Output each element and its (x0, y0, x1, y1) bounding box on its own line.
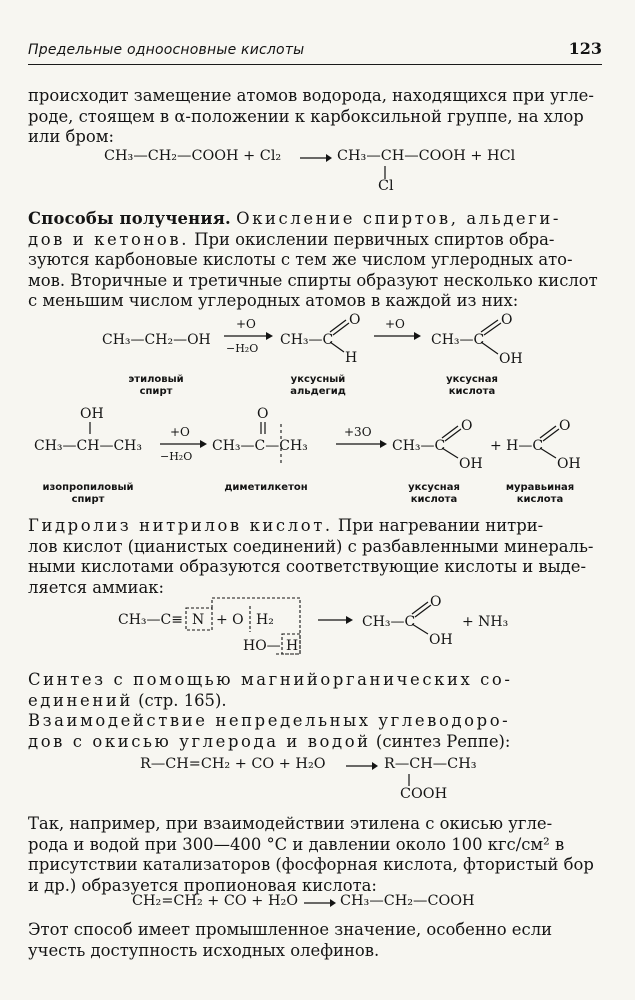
chlorination-reactants: CH₃—CH₂—COOH + Cl₂ (104, 148, 282, 164)
scheme-isopropanol-oxidation (0, 400, 635, 484)
formic-acid-hydroxyl: OH (557, 456, 581, 472)
acid-carbon: CH₃—C (431, 332, 485, 348)
isopropanol-formula: CH₃—CH—CH₃ (34, 438, 142, 454)
water-hydrogen: H (286, 638, 299, 654)
acid-oxygen: O (430, 594, 442, 610)
ethanol-formula: CH₃—CH₂—OH (102, 332, 211, 348)
acetic-acid-carbon: CH₃—C (392, 438, 446, 454)
scheme-nitrile-hydrolysis (0, 592, 635, 662)
reaction-arrow (302, 895, 336, 911)
label-acetic-acid: уксусная кислота (446, 374, 498, 397)
chlorine-substituent: Cl (378, 178, 394, 194)
section-heading-methods: Способы получения. (28, 209, 231, 228)
running-header (28, 34, 602, 65)
water-oxygen: + O (216, 612, 244, 628)
acid-hydroxyl: OH (429, 632, 453, 648)
example-paragraph: Так, например, при взаимодействии этилена с окисью угле- рода и водой при 300—400 °C и давлении около 100 кгс/см² в присутствии катализаторов (фосфорная кислота, фтористый бор и др.) образуется пропионовая кислота: (28, 814, 594, 895)
acid-carbon: CH₃—C (362, 614, 416, 630)
propionic-product: CH₃—CH₂—COOH (340, 893, 475, 909)
running-title: Предельные одноосновные кислоты (28, 42, 305, 58)
acid-hydroxyl: OH (499, 351, 523, 367)
formic-acid-oxygen: O (559, 418, 571, 434)
grignard-paragraph: Синтез с помощью магнийорганических со- единений (стр. 165). (28, 670, 513, 710)
aldehyde-carbon: CH₃—C (280, 332, 334, 348)
acetic-acid-hydroxyl: OH (459, 456, 483, 472)
ketone-formula: CH₃—C—CH₃ (212, 438, 308, 454)
hydroxyl-group: OH (80, 406, 104, 422)
reaction-arrow (298, 150, 332, 166)
label-acetaldehyde: уксусный альдегид (290, 374, 346, 397)
arrow-reagent: +O (385, 317, 405, 331)
ketone-oxygen: O (257, 406, 269, 422)
ammonia: + NH₃ (462, 614, 509, 630)
aldehyde-oxygen: O (349, 312, 361, 328)
reppe-product: R—CH—CH₃ (384, 756, 477, 772)
water-hydrogens: H₂ (256, 612, 274, 628)
chlorination-products: CH₃—CH—COOH + HCl (337, 148, 516, 164)
reaction-arrow (344, 758, 378, 774)
arrow-reagent: +3O (344, 425, 372, 439)
arrow-reagent: +O (170, 425, 190, 439)
label-ethanol: этиловый спирт (128, 374, 184, 397)
acid-oxygen: O (501, 312, 513, 328)
propionic-reactants: CH₂=CH₂ + CO + H₂O (132, 893, 299, 909)
label-dimethylketone: диметилкетон (224, 482, 308, 493)
closing-paragraph: Этот способ имеет промышленное значение, особенно если учесть доступность исходных олефинов. (28, 920, 553, 960)
page-number: 123 (568, 39, 602, 58)
hydrolysis-paragraph: Гидролиз нитрилов кислот. При нагревании нитри- лов кислот (цианистых соединений) с разбавленными минераль- ными кислотами образуются соответствующие кислоты и выде- ляется аммиак: (28, 516, 594, 597)
carboxyl-substituent: COOH (400, 786, 448, 802)
formic-acid-carbon: + H—C (490, 438, 544, 454)
nitrile-formula: CH₃—C≡ (118, 612, 183, 628)
aldehyde-hydrogen: H (345, 350, 358, 366)
reppe-paragraph: Взаимодействие непредельных углеводоро- дов с окисью углерода и водой (синтез Реппе): (28, 711, 511, 751)
intro-paragraph: происходит замещение атомов водорода, находящихся при угле- роде, стоящем в α-положении к карбоксильной группе, на хлор или бром: (28, 86, 594, 147)
label-acetic-acid: уксусная кислота (408, 482, 460, 505)
arrow-reagent: +O (236, 317, 256, 331)
arrow-byproduct: −H₂O (226, 342, 259, 355)
label-isopropanol: изопропиловый спирт (42, 482, 134, 505)
label-formic-acid: муравьиная кислота (505, 482, 575, 505)
methods-paragraph: Способы получения. Окисление спиртов, альдеги- дов и кетонов. При окислении первичных спиртов обра- зуются карбоновые кислоты с тем же числом углеродных ато- мов. Вторичные и третичные спирты образуют несколько кислот с меньшим числом углеродных атомов в каждой из них: (28, 209, 598, 311)
nitrogen-atom: N (192, 612, 205, 628)
reppe-reactants: R—CH=CH₂ + CO + H₂O (140, 756, 326, 772)
acetic-acid-oxygen: O (461, 418, 473, 434)
water-hydroxyl: HO— (243, 638, 281, 654)
arrow-byproduct: −H₂O (160, 450, 193, 463)
